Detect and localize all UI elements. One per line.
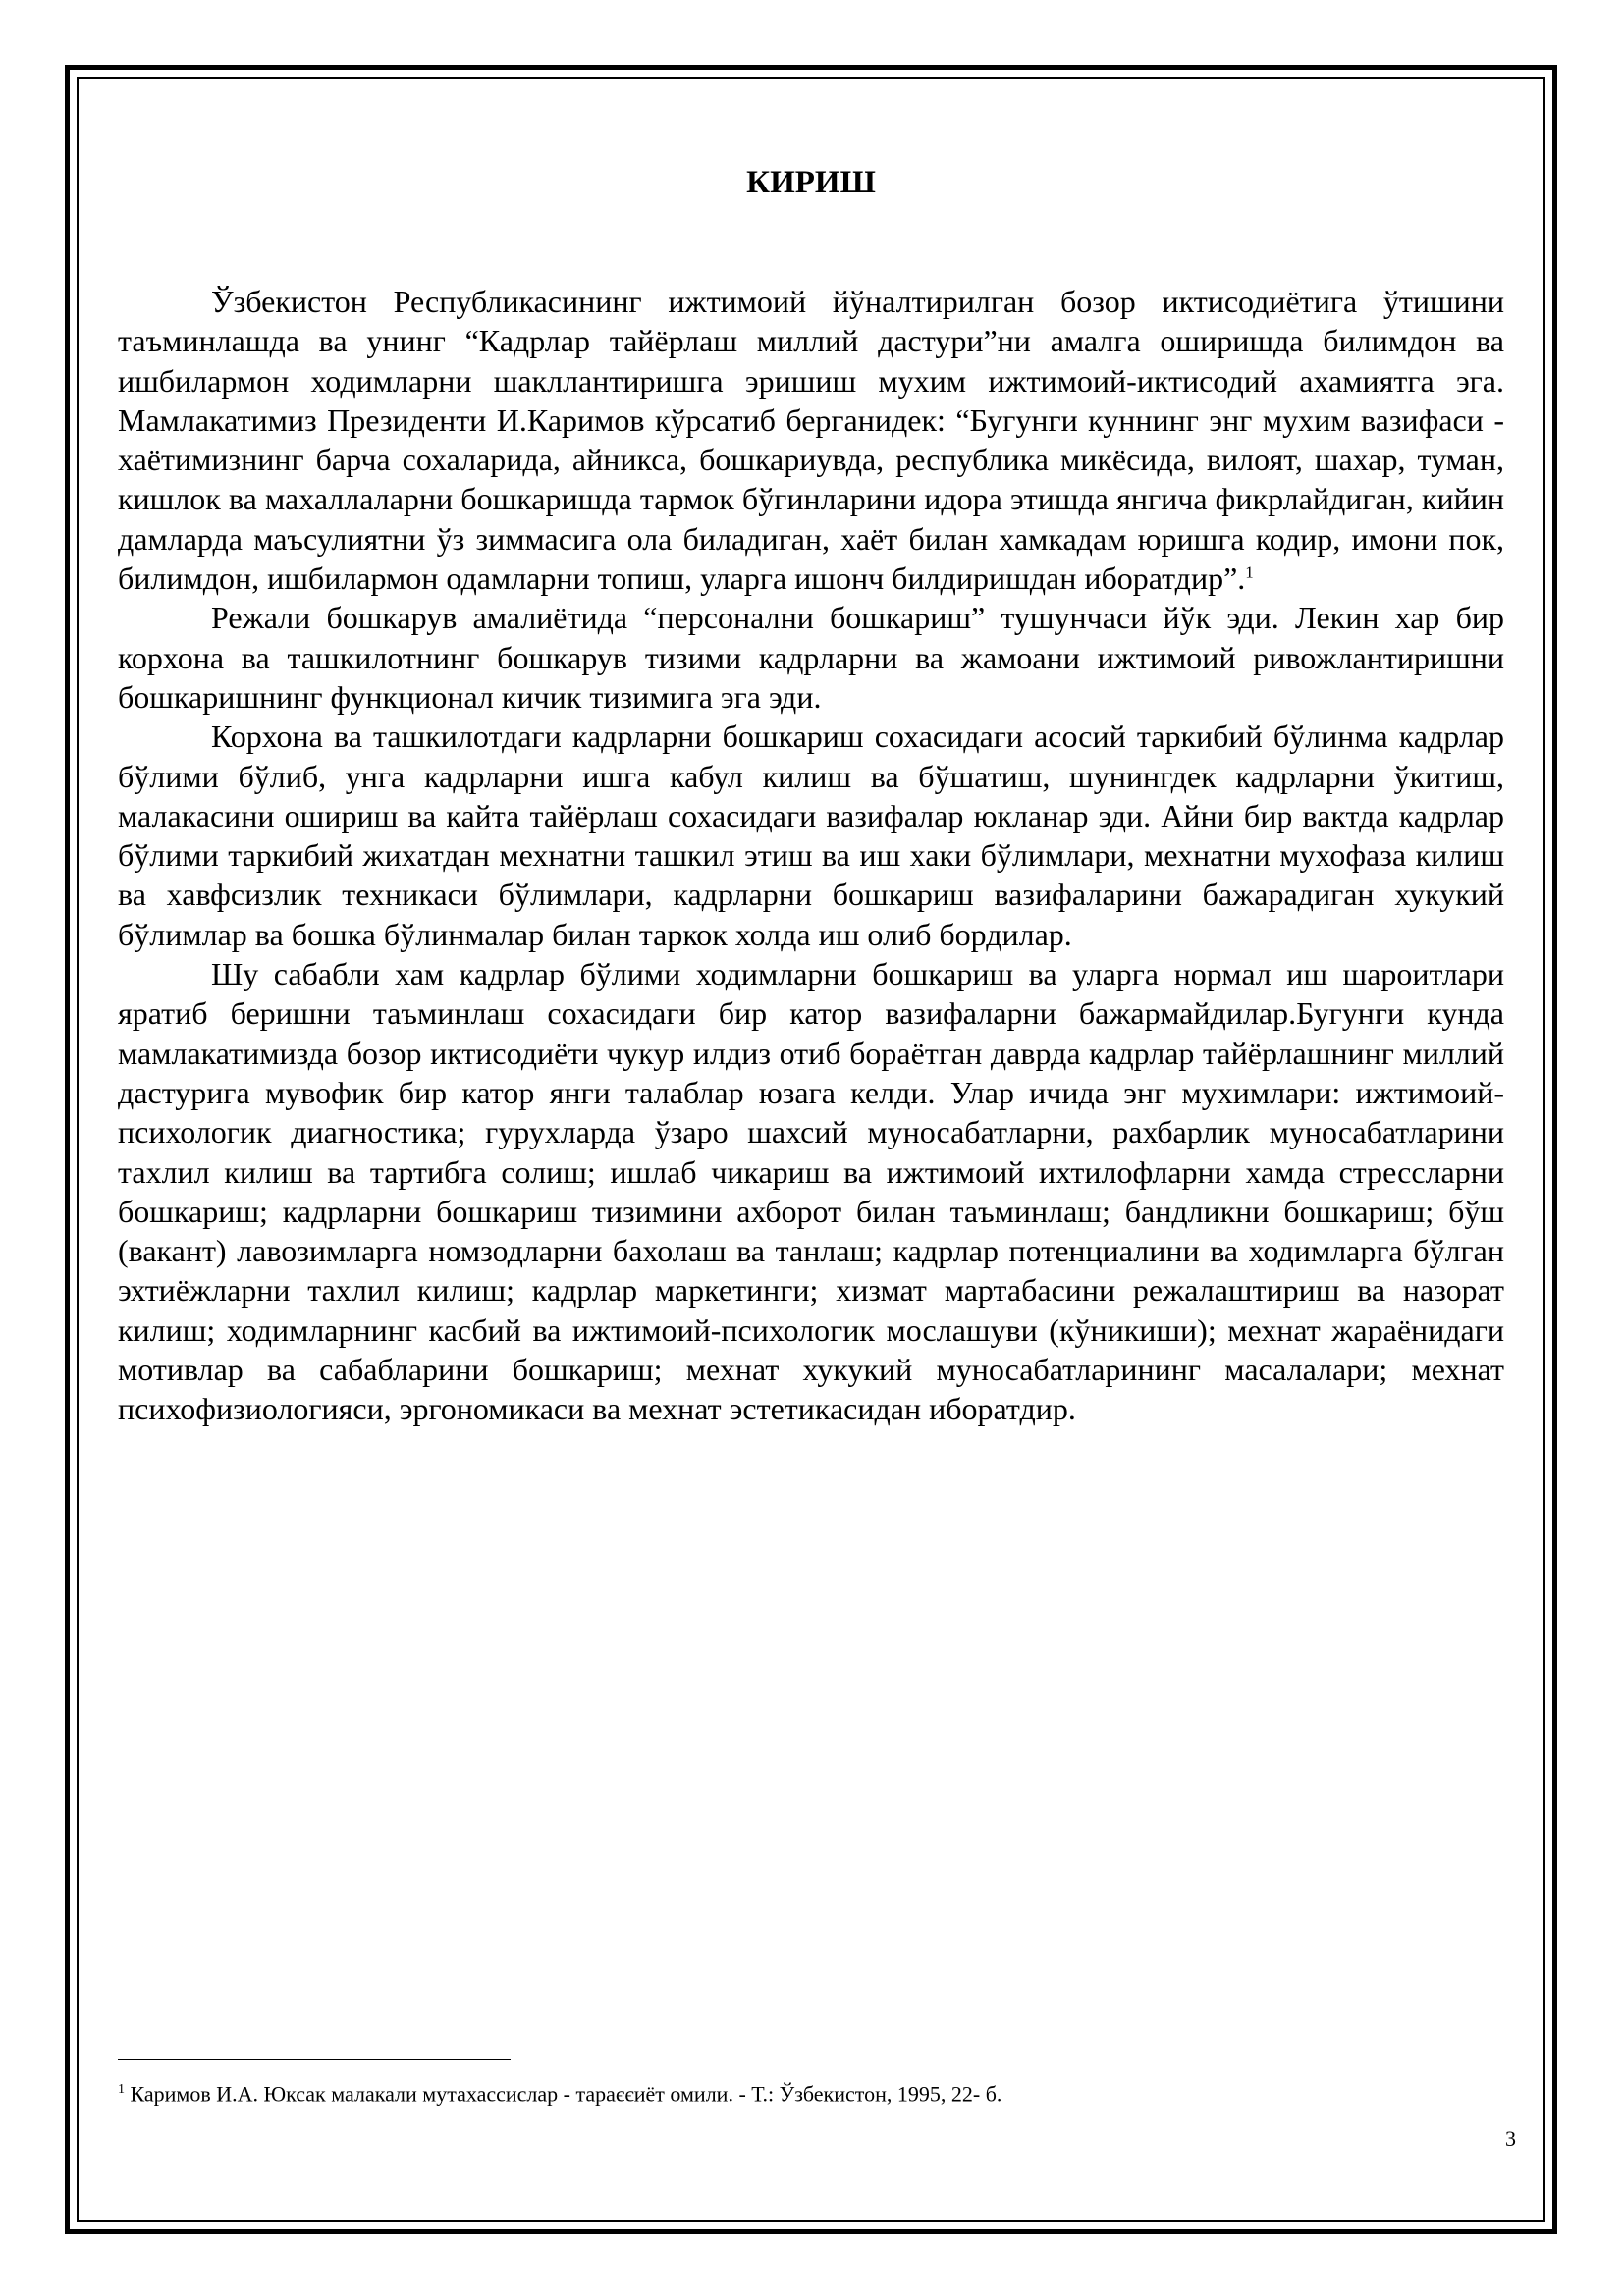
footnote-separator bbox=[118, 2059, 511, 2060]
footnote-marker: 1 bbox=[118, 2082, 125, 2097]
footnote-area bbox=[118, 2059, 1504, 2108]
paragraph-2: Режали бошкарув амалиётида “персонални бошкариш” тушунчаси йўк эди. Лекин хар бир корхона ва ташкилотнинг бошкарув тизими кадрларни ва жамоани ижтимоий ривожлантиришни бошкаришнинг функционал кичик тизимига эга эди. bbox=[118, 600, 1504, 715]
footnote-reference[interactable]: 1 bbox=[1245, 562, 1254, 582]
footnote bbox=[118, 2076, 1504, 2108]
page-content bbox=[118, 147, 1504, 1429]
page-number: 3 bbox=[1505, 2126, 1516, 2151]
page-title: КИРИШ bbox=[746, 165, 876, 200]
paragraph-1-text: Ўзбекистон Республикасининг ижтимоий йўналтирилган бозор иктисодиётига ўтишини таъминлашда ва унинг “Кадрлар тайёрлаш миллий дастури”ни амалга оширишда билимдон ва ишбилармон ходимларни шакллантиришга эришиш мухим ижтимоий-иктисодий ахамиятга эга. Мамлакатимиз Президенти И.Каримов кўрсатиб берганидек: “Бугунги куннинг энг мухим вазифаси - хаётимизнинг барча сохаларида, айникса, бошкариувда, республика микёсида, вилоят, шахар, туман, кишлок ва махаллаларни бошкаришда тармок бўгинларини идора этишда янгича фикрлайдиган, кийин дамларда маъсулиятни ўз зиммасига ола биладиган, хаёт билан хамкадам юришга кодир, имони пок, билимдон, ишбилармон одамларни топиш, уларга ишонч билдиришдан иборатдир”. bbox=[118, 284, 1504, 597]
footnote-text: Каримов И.А. Юксак малакали мутахассислар - тараєєиёт омили. - Т.: Ўзбекистон, 1995, 22- б. bbox=[130, 2081, 1002, 2107]
paragraph-4: Шу сабабли хам кадрлар бўлими ходимларни бошкариш ва уларга нормал иш шароитлари яратиб беришни таъминлаш сохасидаги бир катор вазифаларни бажармайдилар.Бугунги кунда мамлакатимизда бозор иктисодиёти чукур илдиз отиб бораётган даврда кадрлар тайёрлашнинг миллий дастурига мувофик бир катор янги талаблар юзага келди. Улар ичида энг мухимлари: ижтимоий-психологик диагностика; гурухларда ўзаро шахсий муносабатларни, рахбарлик муносабатларини тахлил килиш ва тартибга солиш; ишлаб чикариш ва ижтимоий ихтилофларни хамда стрессларни бошкариш; кадрларни бошкариш тизимини ахборот билан таъминлаш; бандликни бошкариш; бўш (вакант) лавозимларга номзодларни бахолаш ва танлаш; кадрлар потенциалини ва ходимларга бўлган эхтиёжларни тахлил килиш; кадрлар маркетинги; хизмат мартабасини режалаштириш ва назорат килиш; ходимларнинг касбий ва ижтимоий-психологик мослашуви (кўникиши); мехнат жараёнидаги мотивлар ва сабабларини бошкариш; мехнат хукукий муносабатларининг масалалари; мехнат психофизиологияси, эргономикаси ва мехнат эстетикасидан иборатдир. bbox=[118, 956, 1504, 1427]
paragraph-3: Корхона ва ташкилотдаги кадрларни бошкариш сохасидаги асосий таркибий бўлинма кадрлар бўлими бўлиб, унга кадрларни ишга кабул килиш ва бўшатиш, шунингдек кадрларни ўкитиш, малакасини ошириш ва кайта тайёрлаш сохасидаги вазифалар юкланар эди. Айни бир вактда кадрлар бўлими таркибий жихатдан мехнатни ташкил этиш ва иш хаки бўлимлари, мехнатни мухофаза килиш ва хавфсизлик техникаси бўлимлари, кадрларни бошкариш вазифаларини бажарадиган хукукий бўлимлар ва бошка бўлинмалар билан таркок холда иш олиб бордилар. bbox=[118, 719, 1504, 952]
paragraph-1 bbox=[118, 282, 1504, 598]
